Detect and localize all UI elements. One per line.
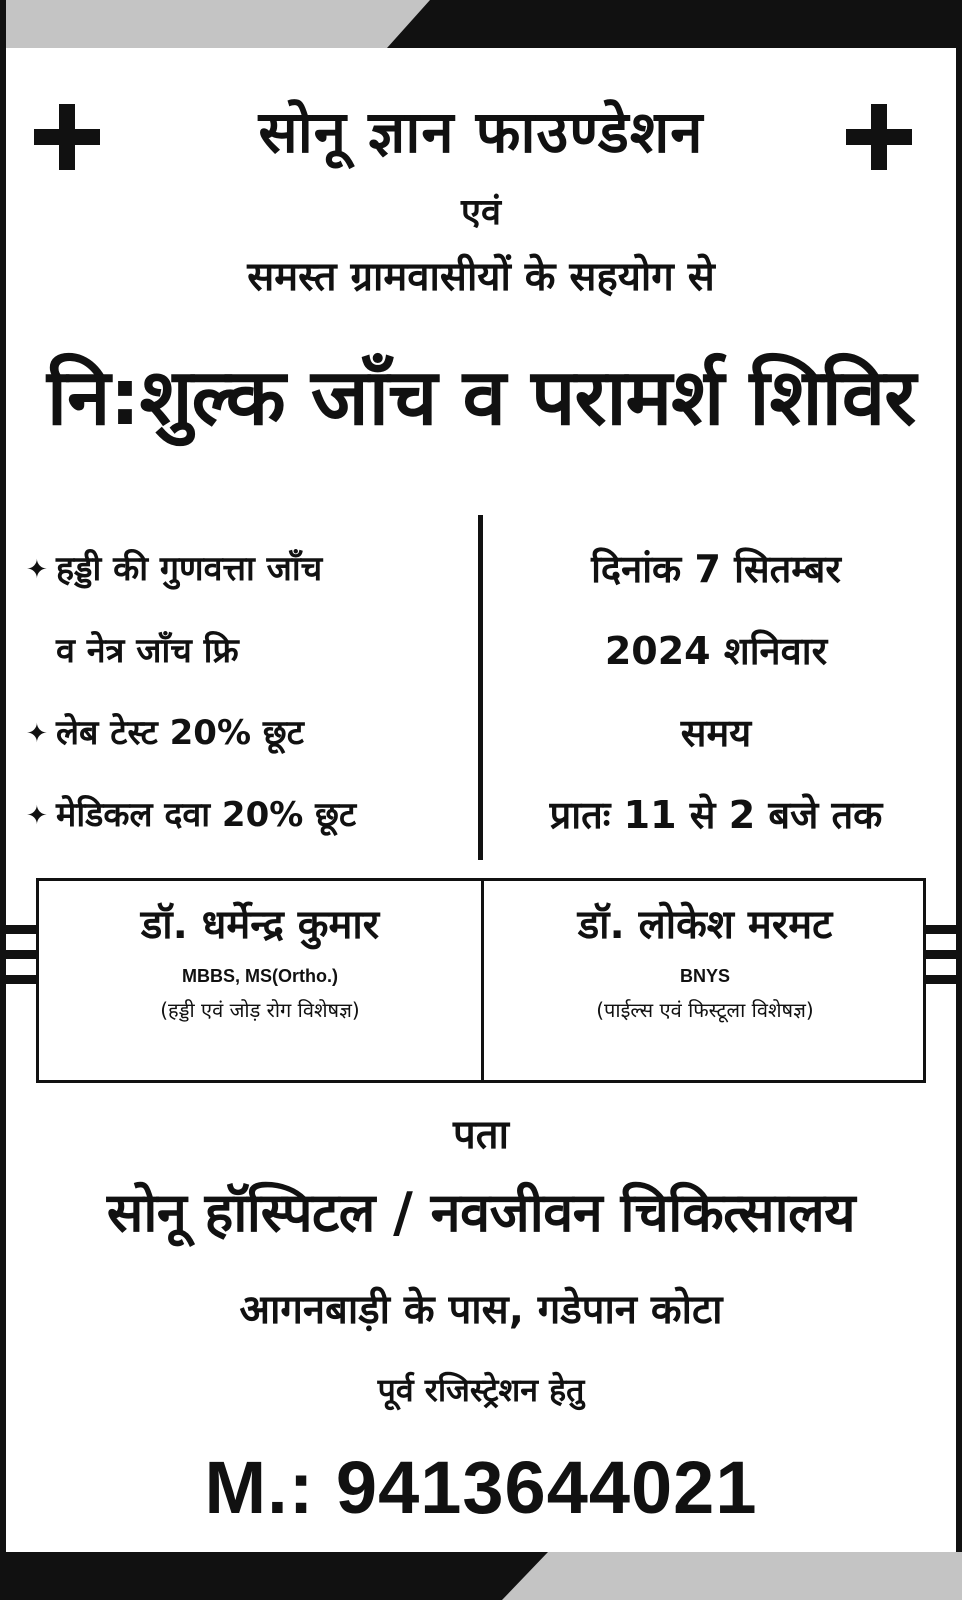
service-item — [26, 528, 476, 610]
bullet-star-icon: ✦ — [26, 801, 48, 831]
time-label: समय — [680, 711, 752, 755]
bottom-band-accent — [502, 1552, 962, 1600]
service-text: मेडिकल दवा 20% छूट — [56, 795, 357, 835]
bullet-star-icon: ✦ — [26, 719, 48, 749]
service-text: हड्डी की गुणवत्ता जाँच — [56, 549, 323, 589]
service-text: व नेत्र जाँच फ्रि — [56, 631, 239, 671]
doctor-card-2 — [484, 881, 926, 1080]
bullet-star-icon: ✦ — [26, 555, 48, 585]
support-line: समस्त ग्रामवासीयों के सहयोग से — [247, 254, 715, 300]
conjunction-text: एवं — [461, 192, 501, 233]
doctor-specialty: (हड्डी एवं जोड़ रोग विशेषज्ञ) — [160, 998, 360, 1022]
doctor-name: डॉ. धर्मेन्द्र कुमार — [140, 902, 380, 948]
service-item — [26, 610, 476, 692]
bottom-band — [0, 1552, 962, 1600]
address-label: पता — [453, 1112, 509, 1158]
service-text: लेब टेस्ट 20% छूट — [56, 713, 304, 753]
date-line-1: दिनांक 7 सितम्बर — [591, 547, 841, 591]
services-list — [26, 528, 476, 856]
camp-title: नि:शुल्क जाँच व परामर्श शिविर — [46, 353, 916, 443]
hospital-name: सोनू हॉस्पिटल / नवजीवन चिकित्सालय — [106, 1181, 856, 1244]
service-item — [26, 692, 476, 774]
date-line-2: 2024 शनिवार — [604, 629, 828, 673]
registration-note: पूर्व रजिस्ट्रेशन हेतु — [377, 1371, 585, 1409]
doctor-degree: BNYS — [679, 966, 730, 986]
doctor-degree: MBBS, MS(Ortho.) — [182, 966, 338, 986]
service-item — [26, 774, 476, 856]
doctor-card-1 — [39, 881, 484, 1080]
address-location: आगनबाड़ी के पास, गडेपान कोटा — [239, 1287, 723, 1333]
schedule-block — [490, 528, 942, 856]
organization-name: सोनू ज्ञान फाउण्डेशन — [258, 98, 704, 166]
column-divider — [478, 515, 483, 860]
doctor-name: डॉ. लोकेश मरमट — [577, 902, 833, 948]
left-stripes — [0, 925, 40, 1005]
doctors-box — [36, 878, 926, 1083]
right-stripes — [922, 925, 962, 1005]
time-value: प्रातः 11 से 2 बजे तक — [549, 793, 883, 837]
doctor-specialty: (पाईल्स एवं फिस्टूला विशेषज्ञ) — [596, 998, 814, 1022]
mobile-number: M.: 9413644021 — [204, 1446, 758, 1529]
